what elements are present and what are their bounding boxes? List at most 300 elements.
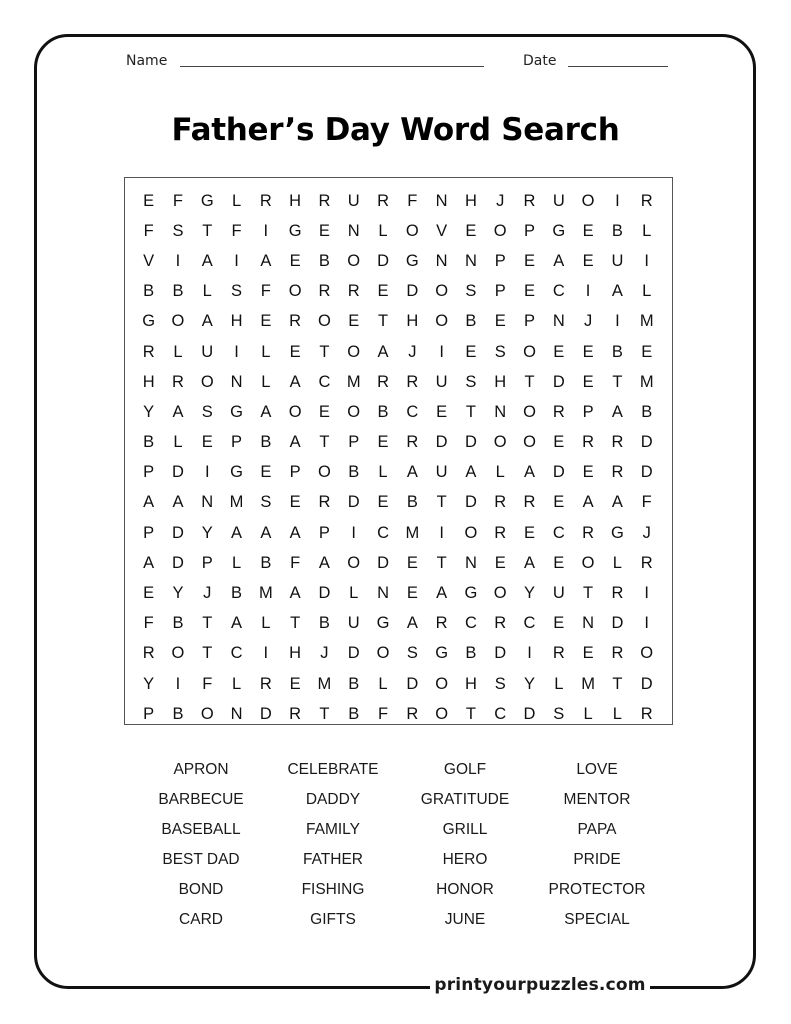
grid-cell[interactable]: V — [143, 251, 155, 270]
grid-cell[interactable]: H — [464, 674, 477, 693]
grid-cell[interactable]: L — [554, 674, 564, 693]
grid-cell[interactable]: A — [318, 553, 330, 572]
grid-cell[interactable]: I — [585, 282, 591, 301]
grid-cell[interactable]: L — [261, 342, 271, 361]
grid-cell[interactable]: B — [143, 433, 155, 452]
grid-cell[interactable]: C — [523, 614, 536, 633]
grid-cell[interactable]: I — [175, 674, 181, 693]
grid-cell[interactable]: O — [464, 523, 478, 542]
grid-cell[interactable]: F — [202, 674, 213, 693]
grid-cell[interactable]: O — [200, 704, 214, 723]
grid-cell[interactable]: T — [377, 312, 389, 331]
date-field-line[interactable] — [568, 66, 668, 67]
grid-cell[interactable]: O — [435, 282, 449, 301]
grid-cell[interactable]: P — [143, 523, 155, 542]
grid-cell[interactable]: E — [641, 342, 653, 361]
grid-cell[interactable]: T — [290, 614, 301, 633]
grid-cell[interactable]: I — [644, 614, 649, 633]
grid-cell[interactable]: D — [259, 704, 272, 723]
grid-cell[interactable]: R — [640, 191, 653, 210]
grid-cell[interactable]: A — [289, 372, 301, 391]
grid-cell[interactable]: R — [523, 191, 536, 210]
grid-cell[interactable]: E — [406, 553, 418, 572]
grid-cell[interactable]: A — [143, 553, 155, 572]
grid-cell[interactable]: R — [611, 463, 624, 482]
grid-cell[interactable]: G — [230, 402, 243, 421]
grid-cell[interactable]: A — [260, 251, 272, 270]
grid-cell[interactable]: L — [231, 553, 242, 572]
grid-cell[interactable]: R — [142, 644, 155, 663]
grid-cell[interactable]: G — [435, 644, 449, 663]
grid-cell[interactable]: F — [172, 191, 183, 210]
grid-cell[interactable]: M — [639, 312, 654, 331]
grid-cell[interactable]: F — [407, 191, 418, 210]
grid-cell[interactable]: U — [201, 342, 214, 361]
grid-cell[interactable]: P — [143, 704, 155, 723]
grid-cell[interactable]: R — [582, 433, 595, 452]
grid-cell[interactable]: N — [582, 614, 595, 633]
grid-cell[interactable]: H — [464, 191, 477, 210]
grid-cell[interactable]: Y — [524, 584, 536, 603]
grid-cell[interactable]: N — [230, 704, 243, 723]
grid-cell[interactable]: E — [582, 221, 594, 240]
grid-cell[interactable]: D — [406, 282, 419, 301]
grid-cell[interactable]: O — [523, 342, 536, 361]
grid-cell[interactable]: F — [260, 282, 271, 301]
grid-cell[interactable]: J — [408, 342, 417, 361]
grid-cell[interactable]: R — [347, 282, 360, 301]
grid-cell[interactable]: R — [318, 282, 331, 301]
grid-cell[interactable]: M — [581, 674, 595, 693]
grid-cell[interactable]: R — [523, 493, 536, 512]
grid-cell[interactable]: O — [581, 191, 595, 210]
grid-cell[interactable]: R — [377, 372, 389, 391]
grid-cell[interactable]: N — [230, 372, 243, 391]
grid-cell[interactable]: T — [202, 614, 213, 633]
grid-cell[interactable]: Y — [201, 523, 213, 542]
grid-cell[interactable]: T — [583, 584, 594, 603]
grid-cell[interactable]: P — [231, 433, 243, 452]
grid-cell[interactable]: G — [230, 463, 243, 482]
grid-cell[interactable]: O — [435, 674, 449, 693]
grid-cell[interactable]: E — [289, 674, 301, 693]
grid-cell[interactable]: B — [465, 312, 477, 331]
grid-cell[interactable]: A — [611, 282, 623, 301]
grid-cell[interactable]: E — [465, 221, 477, 240]
grid-cell[interactable]: B — [377, 402, 389, 421]
grid-cell[interactable]: B — [406, 493, 418, 512]
grid-cell[interactable]: C — [318, 372, 331, 391]
grid-cell[interactable]: D — [552, 463, 565, 482]
grid-cell[interactable]: B — [172, 614, 184, 633]
grid-cell[interactable]: E — [348, 312, 360, 331]
grid-cell[interactable]: D — [464, 493, 477, 512]
grid-cell[interactable]: V — [436, 221, 448, 240]
grid-cell[interactable]: M — [317, 674, 332, 693]
grid-cell[interactable]: E — [318, 402, 330, 421]
grid-cell[interactable]: D — [640, 463, 653, 482]
grid-cell[interactable]: B — [641, 402, 653, 421]
grid-cell[interactable]: I — [175, 251, 181, 270]
grid-cell[interactable]: L — [612, 553, 622, 572]
grid-cell[interactable]: A — [289, 523, 301, 542]
grid-cell[interactable]: R — [142, 342, 155, 361]
grid-cell[interactable]: E — [582, 251, 594, 270]
grid-cell[interactable]: L — [349, 584, 359, 603]
grid-cell[interactable]: E — [289, 342, 301, 361]
grid-cell[interactable]: J — [583, 312, 593, 331]
grid-cell[interactable]: B — [348, 463, 360, 482]
grid-cell[interactable]: E — [143, 584, 155, 603]
grid-cell[interactable]: B — [231, 584, 243, 603]
grid-cell[interactable]: R — [640, 553, 653, 572]
grid-cell[interactable]: E — [553, 493, 565, 512]
grid-cell[interactable]: C — [230, 644, 243, 663]
grid-cell[interactable]: O — [523, 402, 536, 421]
grid-cell[interactable]: E — [377, 493, 389, 512]
grid-cell[interactable]: R — [611, 644, 624, 663]
grid-cell[interactable]: A — [143, 493, 155, 512]
grid-cell[interactable]: M — [229, 493, 244, 512]
grid-cell[interactable]: E — [260, 463, 272, 482]
grid-cell[interactable]: T — [465, 704, 476, 723]
grid-cell[interactable]: D — [347, 493, 360, 512]
grid-cell[interactable]: S — [465, 282, 477, 301]
grid-cell[interactable]: G — [376, 614, 390, 633]
grid-cell[interactable]: O — [405, 221, 419, 240]
grid-cell[interactable]: E — [582, 463, 594, 482]
grid-cell[interactable]: C — [406, 402, 419, 421]
grid-cell[interactable]: E — [524, 251, 536, 270]
grid-cell[interactable]: G — [610, 523, 624, 542]
grid-cell[interactable]: A — [201, 251, 213, 270]
grid-cell[interactable]: T — [524, 372, 535, 391]
grid-cell[interactable]: E — [553, 553, 565, 572]
grid-cell[interactable]: B — [172, 704, 184, 723]
grid-cell[interactable]: E — [553, 614, 565, 633]
grid-cell[interactable]: L — [378, 463, 388, 482]
grid-cell[interactable]: Y — [143, 674, 155, 693]
grid-cell[interactable]: O — [493, 584, 507, 603]
grid-cell[interactable]: P — [524, 221, 536, 240]
grid-cell[interactable]: N — [552, 312, 565, 331]
grid-cell[interactable]: N — [435, 251, 448, 270]
grid-cell[interactable]: C — [494, 704, 507, 723]
grid-cell[interactable]: I — [263, 221, 269, 240]
grid-cell[interactable]: H — [494, 372, 507, 391]
grid-cell[interactable]: R — [318, 493, 331, 512]
grid-cell[interactable]: D — [171, 553, 184, 572]
grid-cell[interactable]: R — [406, 433, 419, 452]
grid-cell[interactable]: J — [496, 191, 505, 210]
grid-cell[interactable]: U — [347, 191, 360, 210]
grid-cell[interactable]: A — [611, 402, 623, 421]
grid-cell[interactable]: I — [644, 584, 649, 603]
grid-cell[interactable]: M — [639, 372, 654, 391]
grid-cell[interactable]: D — [318, 584, 331, 603]
grid-cell[interactable]: P — [582, 402, 594, 421]
grid-cell[interactable]: O — [523, 433, 536, 452]
grid-cell[interactable]: E — [436, 402, 448, 421]
grid-cell[interactable]: O — [171, 644, 185, 663]
grid-cell[interactable]: P — [289, 463, 301, 482]
grid-cell[interactable]: H — [289, 644, 302, 663]
grid-cell[interactable]: L — [202, 282, 212, 301]
grid-cell[interactable]: O — [318, 312, 331, 331]
grid-cell[interactable]: R — [494, 523, 507, 542]
grid-cell[interactable]: O — [493, 433, 507, 452]
grid-cell[interactable]: D — [347, 644, 360, 663]
grid-cell[interactable]: E — [524, 282, 536, 301]
grid-cell[interactable]: T — [612, 674, 623, 693]
grid-cell[interactable]: H — [289, 191, 302, 210]
grid-cell[interactable]: P — [524, 312, 536, 331]
grid-cell[interactable]: L — [231, 674, 242, 693]
grid-cell[interactable]: D — [552, 372, 565, 391]
grid-cell[interactable]: D — [494, 644, 507, 663]
grid-cell[interactable]: J — [642, 523, 651, 542]
grid-cell[interactable]: E — [406, 584, 418, 603]
grid-cell[interactable]: U — [347, 614, 360, 633]
grid-cell[interactable]: D — [171, 523, 184, 542]
grid-cell[interactable]: R — [494, 493, 507, 512]
grid-cell[interactable]: I — [615, 191, 620, 210]
grid-cell[interactable]: A — [231, 614, 243, 633]
grid-cell[interactable]: O — [347, 251, 361, 270]
grid-cell[interactable]: O — [581, 553, 595, 572]
grid-cell[interactable]: L — [231, 191, 242, 210]
grid-cell[interactable]: D — [406, 674, 419, 693]
grid-cell[interactable]: O — [171, 312, 185, 331]
grid-cell[interactable]: B — [318, 251, 330, 270]
grid-cell[interactable]: C — [552, 282, 565, 301]
grid-cell[interactable]: N — [494, 402, 507, 421]
grid-cell[interactable]: O — [200, 372, 214, 391]
grid-cell[interactable]: R — [611, 433, 624, 452]
grid-cell[interactable]: P — [143, 463, 155, 482]
grid-cell[interactable]: U — [552, 191, 565, 210]
grid-cell[interactable]: T — [202, 221, 213, 240]
grid-cell[interactable]: E — [553, 433, 565, 452]
grid-cell[interactable]: A — [553, 251, 565, 270]
grid-cell[interactable]: D — [464, 433, 477, 452]
grid-cell[interactable]: F — [641, 493, 652, 512]
grid-cell[interactable]: D — [640, 433, 653, 452]
grid-cell[interactable]: D — [640, 674, 653, 693]
grid-cell[interactable]: F — [143, 614, 154, 633]
grid-cell[interactable]: O — [318, 463, 331, 482]
grid-cell[interactable]: R — [377, 191, 389, 210]
grid-cell[interactable]: A — [406, 463, 418, 482]
grid-cell[interactable]: S — [465, 372, 477, 391]
grid-cell[interactable]: E — [318, 221, 330, 240]
grid-cell[interactable]: A — [377, 342, 389, 361]
grid-cell[interactable]: H — [142, 372, 155, 391]
grid-cell[interactable]: S — [553, 704, 565, 723]
grid-cell[interactable]: C — [377, 523, 389, 542]
grid-cell[interactable]: A — [406, 614, 418, 633]
grid-cell[interactable]: S — [260, 493, 272, 512]
grid-cell[interactable]: N — [435, 191, 448, 210]
grid-cell[interactable]: S — [201, 402, 213, 421]
grid-cell[interactable]: R — [552, 644, 565, 663]
grid-cell[interactable]: T — [319, 704, 330, 723]
grid-cell[interactable]: U — [552, 584, 565, 603]
grid-cell[interactable]: Y — [172, 584, 184, 603]
grid-cell[interactable]: G — [464, 584, 478, 603]
grid-cell[interactable]: T — [319, 342, 330, 361]
grid-cell[interactable]: O — [640, 644, 654, 663]
name-field-line[interactable] — [180, 66, 484, 67]
grid-cell[interactable]: A — [172, 493, 184, 512]
grid-cell[interactable]: E — [582, 644, 594, 663]
grid-cell[interactable]: G — [288, 221, 302, 240]
grid-cell[interactable]: R — [259, 674, 272, 693]
grid-cell[interactable]: D — [171, 463, 184, 482]
grid-cell[interactable]: P — [494, 282, 506, 301]
grid-cell[interactable]: O — [347, 553, 361, 572]
grid-cell[interactable]: F — [290, 553, 301, 572]
grid-cell[interactable]: E — [553, 342, 565, 361]
grid-cell[interactable]: T — [436, 493, 447, 512]
grid-cell[interactable]: L — [642, 221, 652, 240]
grid-cell[interactable]: P — [318, 523, 330, 542]
grid-cell[interactable]: O — [347, 402, 361, 421]
grid-cell[interactable]: R — [171, 372, 184, 391]
grid-cell[interactable]: R — [259, 191, 272, 210]
grid-cell[interactable]: T — [319, 433, 330, 452]
grid-cell[interactable]: H — [406, 312, 419, 331]
grid-cell[interactable]: N — [377, 584, 389, 603]
grid-cell[interactable]: I — [204, 463, 210, 482]
grid-cell[interactable]: H — [230, 312, 243, 331]
grid-cell[interactable]: L — [642, 282, 652, 301]
grid-cell[interactable]: S — [406, 644, 418, 663]
grid-cell[interactable]: I — [263, 644, 269, 663]
grid-cell[interactable]: D — [523, 704, 536, 723]
grid-cell[interactable]: A — [289, 433, 301, 452]
grid-cell[interactable]: I — [527, 644, 532, 663]
grid-cell[interactable]: S — [494, 342, 506, 361]
grid-cell[interactable]: O — [288, 402, 302, 421]
grid-cell[interactable]: L — [583, 704, 593, 723]
grid-cell[interactable]: E — [289, 493, 301, 512]
grid-cell[interactable]: J — [203, 584, 212, 603]
grid-cell[interactable]: A — [201, 312, 213, 331]
grid-cell[interactable]: L — [378, 221, 388, 240]
grid-cell[interactable]: I — [439, 342, 444, 361]
grid-cell[interactable]: E — [143, 191, 155, 210]
grid-cell[interactable]: A — [524, 463, 536, 482]
grid-cell[interactable]: I — [234, 251, 239, 270]
grid-cell[interactable]: S — [494, 674, 506, 693]
grid-cell[interactable]: I — [234, 342, 239, 361]
grid-cell[interactable]: G — [552, 221, 566, 240]
grid-cell[interactable]: P — [201, 553, 213, 572]
grid-cell[interactable]: U — [611, 251, 624, 270]
grid-cell[interactable]: R — [611, 584, 624, 603]
grid-cell[interactable]: E — [377, 433, 389, 452]
grid-cell[interactable]: B — [260, 433, 272, 452]
grid-cell[interactable]: M — [405, 523, 420, 542]
grid-cell[interactable]: F — [143, 221, 154, 240]
grid-cell[interactable]: D — [377, 553, 389, 572]
grid-cell[interactable]: N — [464, 251, 477, 270]
grid-cell[interactable]: I — [351, 523, 357, 542]
grid-cell[interactable]: E — [465, 342, 477, 361]
grid-cell[interactable]: G — [142, 312, 156, 331]
grid-cell[interactable]: R — [406, 372, 419, 391]
grid-cell[interactable]: L — [173, 342, 183, 361]
grid-cell[interactable]: Y — [143, 402, 155, 421]
grid-cell[interactable]: T — [436, 553, 447, 572]
grid-cell[interactable]: A — [289, 584, 301, 603]
grid-cell[interactable]: T — [202, 644, 213, 663]
grid-cell[interactable]: A — [582, 493, 594, 512]
grid-cell[interactable]: O — [288, 282, 302, 301]
grid-cell[interactable]: E — [201, 433, 213, 452]
grid-cell[interactable]: F — [231, 221, 242, 240]
grid-cell[interactable]: I — [439, 523, 444, 542]
grid-cell[interactable]: L — [612, 704, 622, 723]
grid-cell[interactable]: S — [172, 221, 184, 240]
grid-cell[interactable]: B — [172, 282, 184, 301]
grid-cell[interactable]: B — [611, 221, 623, 240]
grid-cell[interactable]: N — [464, 553, 477, 572]
grid-cell[interactable]: B — [465, 644, 477, 663]
grid-cell[interactable]: I — [644, 251, 649, 270]
grid-cell[interactable]: C — [552, 523, 565, 542]
grid-cell[interactable]: R — [494, 614, 507, 633]
grid-cell[interactable]: E — [494, 312, 506, 331]
grid-cell[interactable]: R — [582, 523, 595, 542]
grid-cell[interactable]: G — [200, 191, 214, 210]
grid-cell[interactable]: L — [261, 614, 271, 633]
grid-cell[interactable]: R — [318, 191, 331, 210]
grid-cell[interactable]: R — [289, 704, 302, 723]
grid-cell[interactable]: R — [552, 402, 565, 421]
grid-cell[interactable]: L — [173, 433, 183, 452]
grid-cell[interactable]: A — [260, 402, 272, 421]
grid-cell[interactable]: P — [494, 251, 506, 270]
grid-cell[interactable]: O — [376, 644, 390, 663]
grid-cell[interactable]: D — [611, 614, 624, 633]
grid-cell[interactable]: L — [378, 674, 388, 693]
grid-cell[interactable]: E — [524, 523, 536, 542]
grid-cell[interactable]: N — [201, 493, 214, 512]
grid-cell[interactable]: B — [318, 614, 330, 633]
grid-cell[interactable]: B — [260, 553, 272, 572]
grid-cell[interactable]: A — [172, 402, 184, 421]
grid-cell[interactable]: O — [435, 312, 449, 331]
grid-cell[interactable]: A — [524, 553, 536, 572]
grid-cell[interactable]: R — [289, 312, 302, 331]
grid-cell[interactable]: D — [377, 251, 389, 270]
grid-cell[interactable]: L — [495, 463, 505, 482]
grid-cell[interactable]: B — [348, 704, 360, 723]
grid-cell[interactable]: S — [231, 282, 243, 301]
grid-cell[interactable]: U — [435, 463, 448, 482]
grid-cell[interactable]: A — [231, 523, 243, 542]
grid-cell[interactable]: E — [494, 553, 506, 572]
grid-cell[interactable]: F — [377, 704, 389, 723]
grid-cell[interactable]: T — [465, 402, 476, 421]
grid-cell[interactable]: J — [320, 644, 329, 663]
grid-cell[interactable]: O — [347, 342, 361, 361]
grid-cell[interactable]: L — [261, 372, 271, 391]
grid-cell[interactable]: M — [258, 584, 273, 603]
grid-cell[interactable]: A — [465, 463, 477, 482]
